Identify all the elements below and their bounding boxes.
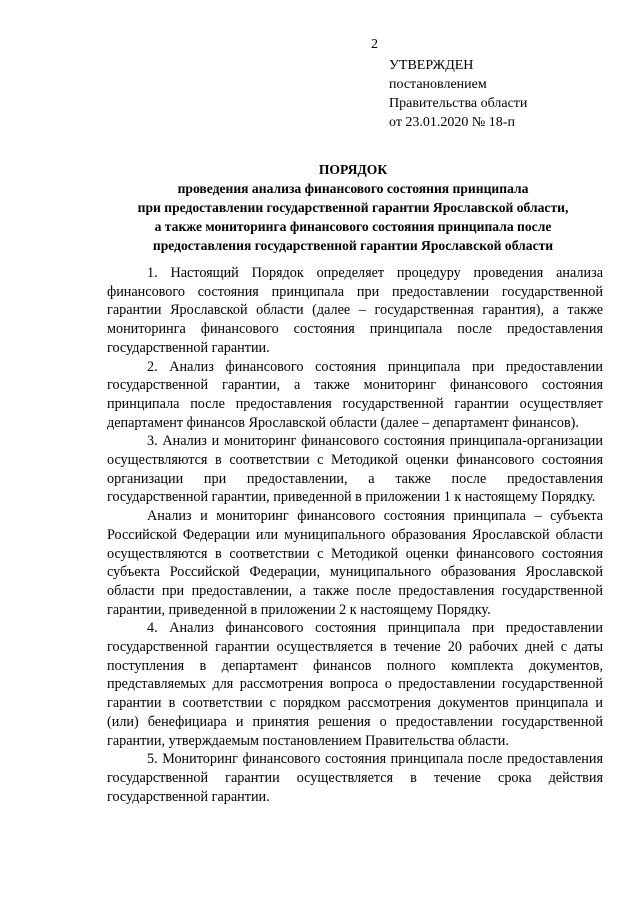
approval-line: постановлением xyxy=(389,77,487,92)
title-line: предоставления государственной гарантии Ярославской области xyxy=(152,238,554,253)
approval-stamp xyxy=(389,56,527,132)
paragraph-4: 4. Анализ финансового состояния принципала при предоставлении государственной гарантии осуществляется в течение 20 рабочих дней с даты поступления в департамент финансов полного комплекта документов, представляемых для рассмотрения вопроса о предоставлении государственной гарантии в соответствии с порядком рассмотрения документов принципала и (или) бенефициара и принятия решения о предоставлении государственной гарантии, утверждаемым постановлением Правительства области. xyxy=(107,620,603,749)
title-line: при предоставлении государственной гарантии Ярославской области, xyxy=(137,200,569,215)
title-line: а также мониторинга финансового состояния принципала после xyxy=(154,219,552,234)
document-body xyxy=(107,264,603,806)
paragraph-3: 3. Анализ и мониторинг финансового состояния принципала-организации осуществляются в соответствии с Методикой оценки финансового состояния организации при предоставлении, а также после предоставления государственной гарантии, приведенной в приложении 1 к настоящему Порядку. xyxy=(107,433,603,506)
paragraph-1: 1. Настоящий Порядок определяет процедуру проведения анализа финансового состояния принципала при предоставлении государственной гарантии Ярославской области (далее – государственная гарантия), а также мониторинга финансового состояния принципала после предоставления государственной гарантии. xyxy=(107,265,603,356)
approval-line: от 23.01.2020 № 18-п xyxy=(389,115,515,130)
paragraph-3-continued: Анализ и мониторинг финансового состояния принципала – субъекта Российской Федерации или муниципального образования Ярославской области осуществляются в соответствии с Методикой оценки финансового состояния субъекта Российской Федерации, муниципального образования Ярославской области при предоставлении, а также после предоставления государственной гарантии, приведенной в приложении 2 к настоящему Порядку. xyxy=(107,508,603,618)
paragraph-5: 5. Мониторинг финансового состояния принципала после предоставления государственной гарантии осуществляется в течение срока действия государственной гарантии. xyxy=(107,751,603,805)
paragraph-2: 2. Анализ финансового состояния принципала при предоставлении государственной гарантии, а также мониторинг финансового состояния принципала после предоставления государственной гарантии осуществляет департамент финансов Ярославской области (далее – департамент финансов). xyxy=(107,358,603,431)
document-title xyxy=(60,160,640,255)
title-line: проведения анализа финансового состояния принципала xyxy=(177,181,529,196)
approval-line: Правительства области xyxy=(389,96,528,111)
title-heading: ПОРЯДОК xyxy=(318,162,388,177)
approval-line: УТВЕРЖДЕН xyxy=(389,58,474,73)
page-number: 2 xyxy=(371,37,378,52)
